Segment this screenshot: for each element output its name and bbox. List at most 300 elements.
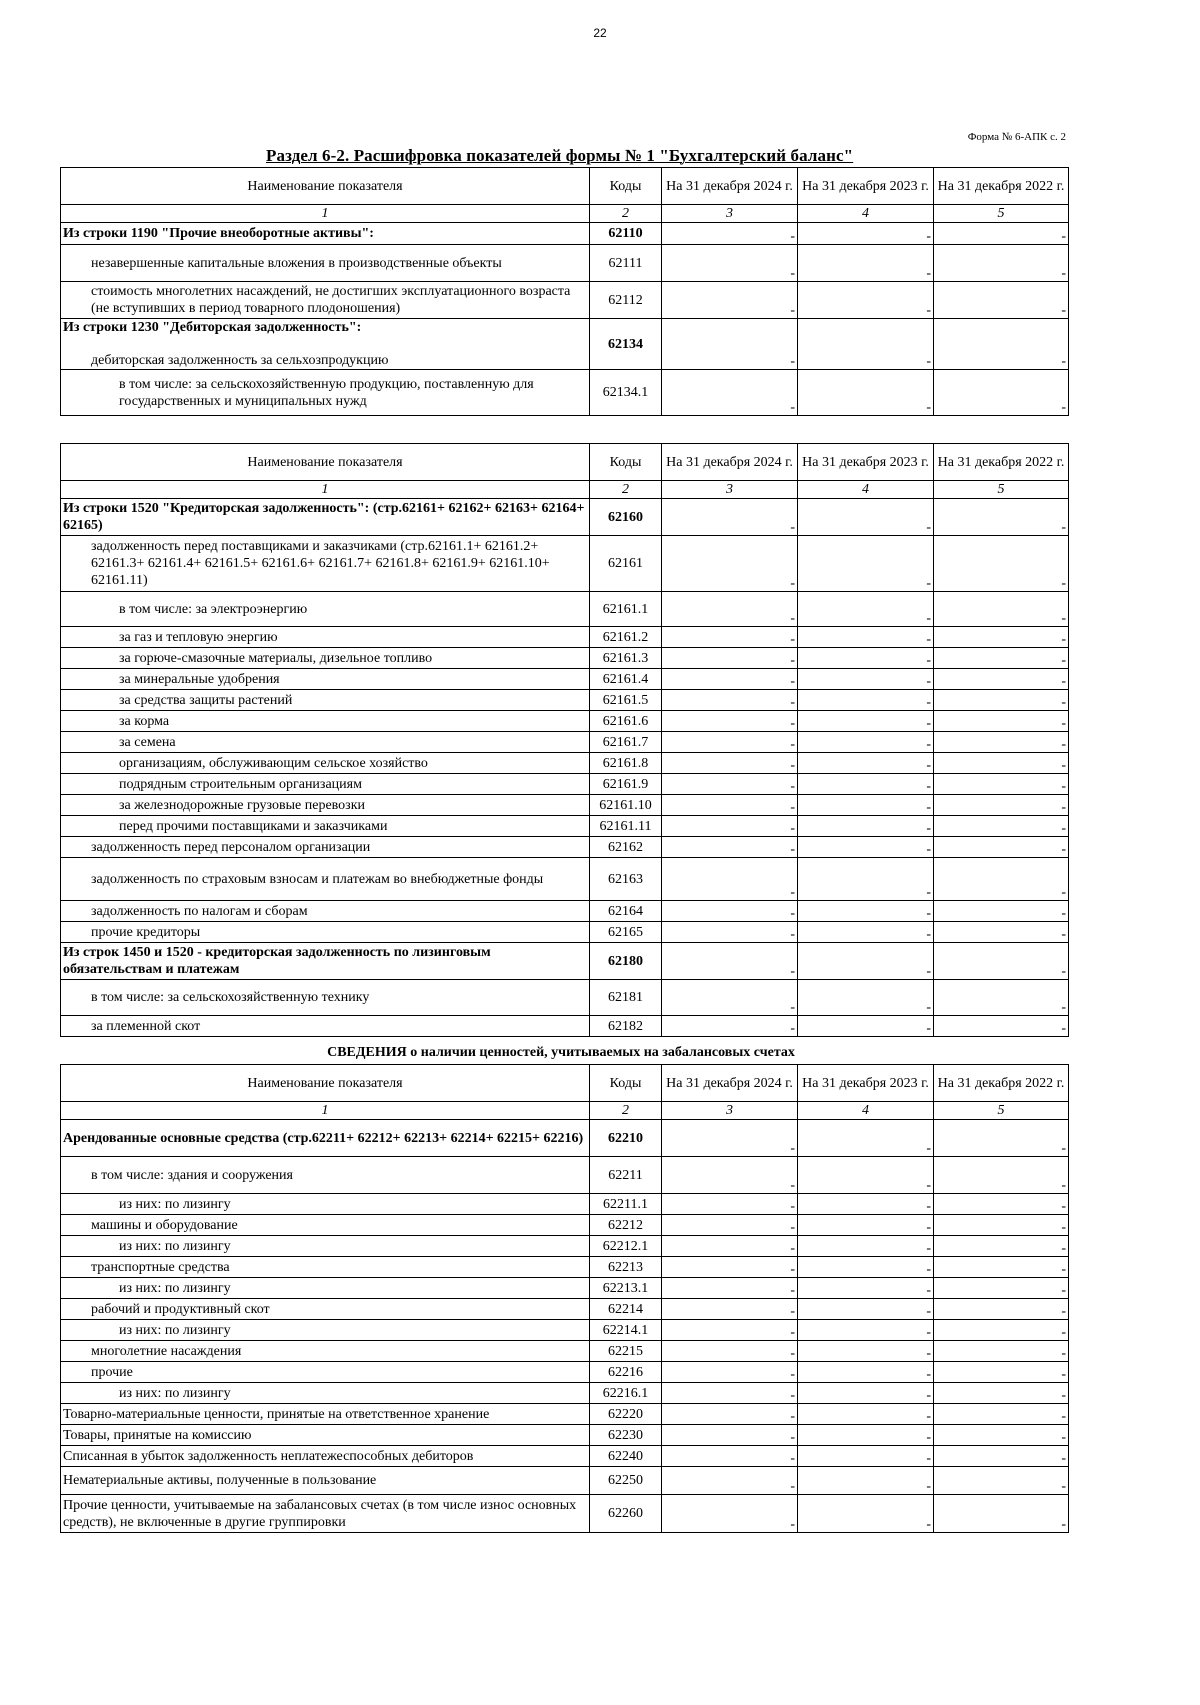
header-2023: На 31 декабря 2023 г. — [798, 1065, 934, 1102]
dash-value: - — [1061, 520, 1066, 535]
row-name-text: стоимость многолетних насаждений, не достигших эксплуатационного возраста (не вступивших в период товарного плодоношения) — [91, 284, 571, 316]
value-2023 — [798, 1236, 934, 1257]
dash-value: - — [1061, 1430, 1066, 1445]
value-2022 — [934, 648, 1069, 669]
section-title: Раздел 6-2. Расшифровка показателей формы № 1 "Бухгалтерский баланс" — [266, 146, 854, 165]
row-name — [61, 1362, 590, 1383]
value-2023 — [798, 1320, 934, 1341]
row-code: 62214.1 — [590, 1320, 662, 1341]
dash-value: - — [1061, 1021, 1066, 1036]
table-row — [61, 1320, 1069, 1341]
dash-value: - — [926, 927, 931, 942]
value-2022 — [934, 732, 1069, 753]
table-row — [61, 943, 1069, 980]
value-2024 — [662, 319, 798, 370]
value-2023 — [798, 858, 934, 901]
value-2022 — [934, 1467, 1069, 1495]
value-2024 — [662, 1016, 798, 1037]
row-code: 62213 — [590, 1257, 662, 1278]
row-name — [61, 648, 590, 669]
row-name-text: за железнодорожные грузовые перевозки — [119, 797, 365, 813]
row-name — [61, 245, 590, 282]
row-code: 62161.2 — [590, 627, 662, 648]
dash-value: - — [790, 716, 795, 731]
table-row — [61, 1362, 1069, 1383]
dash-value: - — [926, 1409, 931, 1424]
dash-value: - — [926, 1388, 931, 1403]
header-code: Коды — [590, 444, 662, 481]
col-number: 2 — [590, 481, 662, 499]
row-name — [61, 1299, 590, 1320]
value-2022 — [934, 690, 1069, 711]
dash-value: - — [1061, 303, 1066, 318]
col-number: 3 — [662, 1102, 798, 1120]
dash-value: - — [1061, 927, 1066, 942]
value-2024 — [662, 753, 798, 774]
row-code: 62161.4 — [590, 669, 662, 690]
dash-value: - — [1061, 1178, 1066, 1193]
table-row — [61, 319, 1069, 370]
row-name-text: в том числе: за сельскохозяйственную продукцию, поставленную для государственных и муниципальных нужд — [119, 376, 534, 409]
value-2024 — [662, 1467, 798, 1495]
row-name — [61, 282, 590, 319]
row-name — [61, 627, 590, 648]
value-2024 — [662, 816, 798, 837]
dash-value: - — [1061, 1517, 1066, 1532]
row-name — [61, 592, 590, 627]
row-code: 62134.1 — [590, 370, 662, 416]
value-2023 — [798, 732, 934, 753]
row-code: 62161.5 — [590, 690, 662, 711]
row-code: 62211.1 — [590, 1194, 662, 1215]
row-name-text: многолетние насаждения — [91, 1343, 242, 1359]
row-code: 62181 — [590, 980, 662, 1016]
dash-value: - — [926, 1325, 931, 1340]
row-code: 62161.9 — [590, 774, 662, 795]
row-code: 62250 — [590, 1467, 662, 1495]
row-code: 62163 — [590, 858, 662, 901]
row-name-text: из них: по лизингу — [119, 1196, 231, 1212]
dash-value: - — [790, 800, 795, 815]
dash-value: - — [1061, 758, 1066, 773]
dash-value: - — [1061, 632, 1066, 647]
dash-value: - — [1061, 1262, 1066, 1277]
table-offbalance — [60, 1064, 1069, 1533]
dash-value: - — [790, 520, 795, 535]
dash-value: - — [926, 1178, 931, 1193]
row-code: 62216 — [590, 1362, 662, 1383]
value-2022 — [934, 901, 1069, 922]
row-code: 62211 — [590, 1157, 662, 1194]
dash-value: - — [926, 1000, 931, 1015]
table-row — [61, 1194, 1069, 1215]
value-2024 — [662, 922, 798, 943]
dash-value: - — [790, 266, 795, 281]
row-name — [61, 319, 590, 370]
value-2023 — [798, 1120, 934, 1157]
row-name-text: незавершенные капитальные вложения в производственные объекты — [91, 255, 502, 271]
dash-value: - — [1061, 821, 1066, 836]
value-2024 — [662, 1299, 798, 1320]
row-name — [61, 711, 590, 732]
table-row — [61, 1495, 1069, 1533]
value-2023 — [798, 1194, 934, 1215]
row-name — [61, 980, 590, 1016]
table-row — [61, 858, 1069, 901]
row-name-text: за газ и тепловую энергию — [119, 629, 278, 645]
value-2024 — [662, 1320, 798, 1341]
row-name — [61, 837, 590, 858]
dash-value: - — [1061, 674, 1066, 689]
value-2022 — [934, 1157, 1069, 1194]
table-row — [61, 711, 1069, 732]
value-2022 — [934, 1016, 1069, 1037]
dash-value: - — [1061, 1346, 1066, 1361]
dash-value: - — [926, 354, 931, 369]
dash-value: - — [1061, 266, 1066, 281]
value-2023 — [798, 1446, 934, 1467]
dash-value: - — [926, 1141, 931, 1156]
value-2022 — [934, 1120, 1069, 1157]
value-2023 — [798, 774, 934, 795]
row-name — [61, 499, 590, 536]
row-name-text: прочие кредиторы — [91, 924, 201, 940]
dash-value: - — [1061, 1409, 1066, 1424]
col-number: 2 — [590, 205, 662, 223]
row-name — [61, 1320, 590, 1341]
dash-value: - — [1061, 1283, 1066, 1298]
row-name-text: Из строки 1520 "Кредиторская задолженность": (стр.62161+ 62162+ 62163+ 62164+ 62165) — [63, 501, 585, 533]
value-2023 — [798, 901, 934, 922]
row-code: 62161.1 — [590, 592, 662, 627]
value-2024 — [662, 1215, 798, 1236]
col-number: 4 — [798, 205, 934, 223]
value-2024 — [662, 282, 798, 319]
dash-value: - — [1061, 906, 1066, 921]
table-row — [61, 1157, 1069, 1194]
row-name-text: в том числе: за сельскохозяйственную технику — [91, 990, 370, 1005]
row-name-text: Товары, принятые на комиссию — [63, 1427, 252, 1443]
value-2022 — [934, 1495, 1069, 1533]
dash-value: - — [790, 695, 795, 710]
dash-value: - — [790, 1409, 795, 1424]
table-header-row — [61, 168, 1069, 205]
value-2023 — [798, 922, 934, 943]
value-2024 — [662, 1404, 798, 1425]
dash-value: - — [1061, 1000, 1066, 1015]
dash-value: - — [1061, 1304, 1066, 1319]
row-code: 62182 — [590, 1016, 662, 1037]
col-number: 1 — [61, 1102, 590, 1120]
dash-value: - — [790, 1199, 795, 1214]
col-number: 3 — [662, 481, 798, 499]
row-name — [61, 690, 590, 711]
dash-value: - — [1061, 576, 1066, 591]
col-number: 5 — [934, 481, 1069, 499]
row-name-text: задолженность по налогам и сборам — [91, 903, 308, 919]
header-2022: На 31 декабря 2022 г. — [934, 444, 1069, 481]
page-number: 22 — [593, 26, 607, 40]
table-row — [61, 922, 1069, 943]
value-2024 — [662, 499, 798, 536]
dash-value: - — [926, 842, 931, 857]
table-row — [61, 774, 1069, 795]
row-name — [61, 774, 590, 795]
table-row — [61, 1278, 1069, 1299]
dash-value: - — [1061, 1141, 1066, 1156]
table-row — [61, 245, 1069, 282]
value-2023 — [798, 499, 934, 536]
dash-value: - — [790, 1021, 795, 1036]
dash-value: - — [790, 964, 795, 979]
row-name — [61, 1495, 590, 1533]
header-2024: На 31 декабря 2024 г. — [662, 168, 798, 205]
value-2024 — [662, 980, 798, 1016]
table-row — [61, 1299, 1069, 1320]
row-name-text: в том числе: здания и сооружения — [91, 1167, 293, 1183]
value-2023 — [798, 837, 934, 858]
value-2022 — [934, 1320, 1069, 1341]
dash-value: - — [790, 842, 795, 857]
table-row — [61, 648, 1069, 669]
table-payables — [60, 443, 1069, 1037]
table-row — [61, 1383, 1069, 1404]
value-2023 — [798, 536, 934, 592]
value-2022 — [934, 711, 1069, 732]
dash-value: - — [1061, 229, 1066, 244]
dash-value: - — [790, 821, 795, 836]
value-2022 — [934, 370, 1069, 416]
row-code: 62212 — [590, 1215, 662, 1236]
value-2022 — [934, 536, 1069, 592]
value-2022 — [934, 795, 1069, 816]
row-name-text: прочие — [91, 1364, 133, 1380]
dash-value: - — [790, 1451, 795, 1466]
header-2023: На 31 декабря 2023 г. — [798, 168, 934, 205]
dash-value: - — [926, 400, 931, 415]
dash-value: - — [1061, 885, 1066, 900]
row-code: 62161.8 — [590, 753, 662, 774]
row-code: 62111 — [590, 245, 662, 282]
value-2022 — [934, 943, 1069, 980]
dash-value: - — [790, 758, 795, 773]
value-2022 — [934, 282, 1069, 319]
row-name — [61, 795, 590, 816]
value-2024 — [662, 223, 798, 245]
dash-value: - — [790, 1262, 795, 1277]
dash-value: - — [790, 1367, 795, 1382]
row-name-text: транспортные средства — [91, 1259, 230, 1275]
row-name — [61, 753, 590, 774]
dash-value: - — [790, 906, 795, 921]
dash-value: - — [926, 1283, 931, 1298]
row-name-text: задолженность по страховым взносам и платежам во внебюджетные фонды — [91, 871, 544, 887]
row-name — [61, 1425, 590, 1446]
value-2022 — [934, 753, 1069, 774]
dash-value: - — [1061, 1220, 1066, 1235]
value-2023 — [798, 1257, 934, 1278]
dash-value: - — [1061, 964, 1066, 979]
row-code: 62160 — [590, 499, 662, 536]
column-number-row — [61, 205, 1069, 223]
value-2024 — [662, 627, 798, 648]
dash-value: - — [926, 1241, 931, 1256]
dash-value: - — [926, 695, 931, 710]
table-row — [61, 1404, 1069, 1425]
value-2023 — [798, 592, 934, 627]
row-name — [61, 1446, 590, 1467]
dash-value: - — [1061, 1199, 1066, 1214]
table-row — [61, 816, 1069, 837]
dash-value: - — [790, 653, 795, 668]
row-name — [61, 370, 590, 416]
dash-value: - — [926, 885, 931, 900]
value-2024 — [662, 1278, 798, 1299]
dash-value: - — [926, 716, 931, 731]
dash-value: - — [926, 964, 931, 979]
table-row — [61, 223, 1069, 245]
row-name-text: из них: по лизингу — [119, 1238, 231, 1254]
value-2022 — [934, 980, 1069, 1016]
dash-value: - — [1061, 354, 1066, 369]
row-code: 62161 — [590, 536, 662, 592]
table-row — [61, 753, 1069, 774]
value-2023 — [798, 1157, 934, 1194]
value-2024 — [662, 1383, 798, 1404]
value-2022 — [934, 245, 1069, 282]
offbalance-subtitle — [0, 1045, 1200, 1061]
value-2023 — [798, 753, 934, 774]
header-code: Коды — [590, 1065, 662, 1102]
dash-value: - — [926, 1021, 931, 1036]
value-2022 — [934, 499, 1069, 536]
dash-value: - — [790, 1388, 795, 1403]
value-2022 — [934, 1278, 1069, 1299]
table-row — [61, 1341, 1069, 1362]
row-name — [61, 1278, 590, 1299]
dash-value: - — [926, 1262, 931, 1277]
value-2022 — [934, 1341, 1069, 1362]
dash-value: - — [790, 1241, 795, 1256]
dash-value: - — [926, 266, 931, 281]
dash-value: - — [926, 520, 931, 535]
table-row — [61, 795, 1069, 816]
row-name — [61, 1157, 590, 1194]
value-2022 — [934, 922, 1069, 943]
value-2022 — [934, 1383, 1069, 1404]
dash-value: - — [1061, 1388, 1066, 1403]
dash-value: - — [926, 1430, 931, 1445]
value-2024 — [662, 592, 798, 627]
value-2023 — [798, 943, 934, 980]
table-row — [61, 1215, 1069, 1236]
value-2024 — [662, 245, 798, 282]
table-noncurrent-receivables — [60, 167, 1069, 416]
dash-value: - — [1061, 695, 1066, 710]
row-name-text: машины и оборудование — [91, 1217, 238, 1233]
col-number: 1 — [61, 205, 590, 223]
header-code: Коды — [590, 168, 662, 205]
row-name-text: Из строки 1190 "Прочие внеоборотные активы": — [63, 226, 374, 241]
header-name: Наименование показателя — [61, 168, 590, 205]
dash-value: - — [1061, 779, 1066, 794]
value-2023 — [798, 648, 934, 669]
dash-value: - — [1061, 1451, 1066, 1466]
dash-value: - — [926, 737, 931, 752]
row-name — [61, 1467, 590, 1495]
row-name — [61, 943, 590, 980]
value-2024 — [662, 711, 798, 732]
row-code: 62216.1 — [590, 1383, 662, 1404]
dash-value: - — [926, 576, 931, 591]
row-name — [61, 223, 590, 245]
row-name — [61, 1341, 590, 1362]
table-row — [61, 627, 1069, 648]
dash-value: - — [790, 1430, 795, 1445]
table-row — [61, 499, 1069, 536]
value-2024 — [662, 1362, 798, 1383]
value-2022 — [934, 1194, 1069, 1215]
value-2024 — [662, 648, 798, 669]
value-2022 — [934, 223, 1069, 245]
value-2023 — [798, 1016, 934, 1037]
dash-value: - — [926, 1479, 931, 1494]
col-number: 4 — [798, 481, 934, 499]
row-code: 62110 — [590, 223, 662, 245]
dash-value: - — [790, 632, 795, 647]
dash-value: - — [790, 674, 795, 689]
table-row — [61, 901, 1069, 922]
row-name — [61, 1215, 590, 1236]
offbalance-subtitle-text: СВЕДЕНИЯ о наличии ценностей, учитываемых на забалансовых счетах — [327, 1045, 795, 1060]
value-2022 — [934, 1362, 1069, 1383]
value-2024 — [662, 901, 798, 922]
row-code: 62215 — [590, 1341, 662, 1362]
value-2022 — [934, 627, 1069, 648]
row-code: 62210 — [590, 1120, 662, 1157]
value-2024 — [662, 1157, 798, 1194]
col-number: 5 — [934, 1102, 1069, 1120]
value-2022 — [934, 1299, 1069, 1320]
dash-value: - — [1061, 1325, 1066, 1340]
dash-value: - — [926, 1220, 931, 1235]
value-2023 — [798, 223, 934, 245]
row-code: 62165 — [590, 922, 662, 943]
row-name-text: Из строк 1450 и 1520 - кредиторская задолженность по лизинговым обязательствам и платежам — [63, 945, 491, 977]
row-code: 62161.3 — [590, 648, 662, 669]
row-name-text: подрядным строительным организациям — [119, 776, 362, 792]
row-name-text: за семена — [119, 734, 176, 750]
dash-value: - — [790, 229, 795, 244]
row-name-text: Из строки 1230 "Дебиторская задолженность": — [63, 320, 362, 335]
dash-value: - — [790, 779, 795, 794]
row-name — [61, 1120, 590, 1157]
dash-value: - — [1061, 1479, 1066, 1494]
dash-value: - — [790, 1517, 795, 1532]
row-name-text: из них: по лизингу — [119, 1280, 231, 1296]
dash-value: - — [926, 611, 931, 626]
header-2022: На 31 декабря 2022 г. — [934, 1065, 1069, 1102]
table-row — [61, 592, 1069, 627]
value-2023 — [798, 319, 934, 370]
value-2023 — [798, 1299, 934, 1320]
row-name — [61, 1383, 590, 1404]
dash-value: - — [790, 1178, 795, 1193]
header-2024: На 31 декабря 2024 г. — [662, 1065, 798, 1102]
dash-value: - — [790, 1283, 795, 1298]
dash-value: - — [790, 885, 795, 900]
dash-value: - — [926, 303, 931, 318]
